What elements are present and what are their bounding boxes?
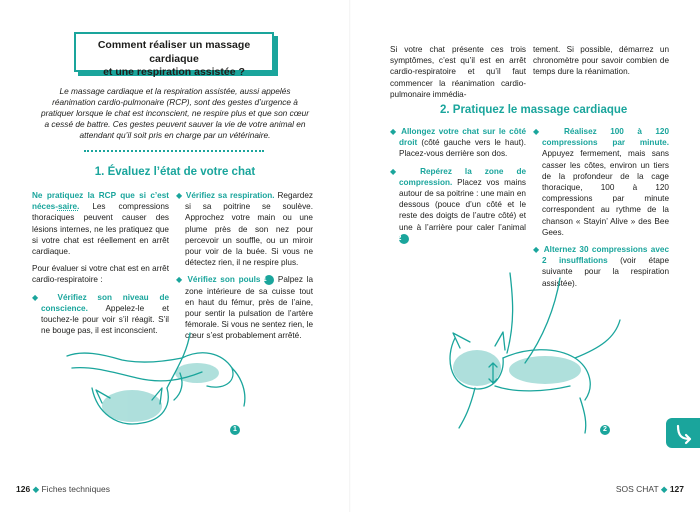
- diamond-bullet-icon: ◆: [32, 292, 58, 302]
- bullet-zone-text: Placez vos mains autour de sa poitrine : une main en dessous (pouce d’un côté et le reste des doigts de l’autre côté) et une à l’arrière pour caler l’animal: [399, 177, 526, 232]
- bullet-pulse-text: Palpez la zone intérieure de sa cuisse tout en haut du fémur, près de l’aine, pour sentir la pulsation de l’artère fémorale. Si vous ne sentez rien, le cœur s’est probablement arrêté.: [185, 275, 314, 341]
- cat-belly: [495, 386, 570, 391]
- diamond-bullet-icon: ◆: [533, 245, 544, 255]
- bullet-consciousness-text: Appelez-le et touchez-le pour voir s’il réagit. S’il ne bouge pas, il est inconscient.: [41, 303, 169, 336]
- bullet-alternate-title: Alternez 30 compressions avec 2 insufflations: [542, 245, 669, 266]
- bullet-position-title: Allongez votre chat sur le côté droit: [399, 127, 527, 148]
- footer-page-number-right: 127: [669, 484, 684, 494]
- title-line-1: Comment réaliser un massage cardiaque: [97, 39, 251, 65]
- right-column-1-top: Si votre chat présente ces trois symptômes, c’est qu’il est en arrêt cardio-respiratoire et qu’il faut commencer la réanimation cardio-pulmonaire immédia-: [390, 45, 526, 99]
- turn-arrow-icon: [666, 418, 700, 448]
- bullet-compressions: [533, 126, 669, 238]
- figure-1-number: 1: [230, 425, 240, 435]
- diamond-bullet-icon: ◆: [32, 484, 40, 494]
- intro-text: Le massage cardiaque et la respiration assistée, aussi appelés réanimation cardio-pulmonaire (RCP), sont des gestes d’urgence à pratiquer lorsque le chat est inconscient, ne respire plus et que son cœur a cessé de battre. Ces gestes peuvent sauver la vie de votre animal en attendant qu’il soit pris en charge par un vétérinaire.: [41, 86, 309, 140]
- cat-pulse-illustration: [62, 328, 252, 440]
- bullet-zone: [390, 166, 526, 244]
- cat-face-fill: [453, 350, 501, 386]
- human-arm-1: [507, 273, 513, 353]
- right-column-1: [390, 126, 526, 250]
- bullet-breathing-title: Vérifiez sa respiration.: [185, 191, 275, 200]
- bullet-position-text: (côté gauche vers le haut). Placez-vous derrière son dos.: [399, 138, 526, 159]
- section-2-title: 2. Pratiquez le massage cardiaque: [440, 104, 628, 116]
- diamond-bullet-icon: ◆: [390, 127, 402, 136]
- footer-section: Fiches techniques: [41, 484, 110, 494]
- bullet-breathing: [176, 190, 313, 268]
- warn-accent: saire.: [57, 202, 80, 212]
- next-page-tab[interactable]: [666, 418, 700, 448]
- title-box: [74, 32, 274, 78]
- bullet-zone-title: Repérez la zone de compression.: [399, 166, 526, 187]
- evaluate-text: Pour évaluer si votre chat est en arrêt cardio-respiratoire :: [32, 264, 169, 285]
- bullet-alternate-text: (voir étape suivante pour la respiration assistée).: [542, 256, 670, 288]
- cat-hind-leg: [580, 398, 586, 433]
- bullet-pulse-title: Vérifiez son pouls: [187, 275, 261, 285]
- left-column-2: [176, 190, 313, 348]
- diamond-bullet-icon: ◆: [660, 484, 668, 494]
- bullet-position: [390, 126, 526, 160]
- diamond-bullet-icon: ◆: [533, 127, 564, 136]
- cat-body-fill: [175, 363, 219, 383]
- cat-body-fill: [509, 356, 581, 384]
- cat-front-leg: [459, 388, 475, 428]
- cat-leg-line: [67, 353, 182, 362]
- cat-ears: [453, 332, 505, 350]
- footer-left: [16, 484, 110, 495]
- right-column-2-top: tement. Si possible, démarrez un chronomètre pour savoir combien de temps dure la réanimation.: [533, 45, 669, 77]
- cat-face-fill: [102, 390, 162, 422]
- dotted-divider: [84, 150, 264, 152]
- cat-tail: [232, 368, 245, 406]
- rcp-warning: [32, 190, 169, 257]
- bullet-breathing-text: Regardez si sa poitrine se soulève. Approchez votre main ou une plume près de son nez pour percevoir un souffle, ou un miroir pour voir de la buée. Si vous ne détectez rien, il ne respire plus.: [185, 191, 313, 268]
- footer-right: [616, 484, 684, 495]
- figure-2-number: 2: [600, 425, 610, 435]
- footer-book-title: SOS CHAT: [615, 484, 659, 494]
- diamond-bullet-icon: ◆: [390, 166, 421, 176]
- bullet-consciousness-title: Vérifiez son niveau de conscience.: [41, 292, 169, 313]
- warn-rest: Les compressions thoraciques peuvent causer des lésions internes, ne les pratiquez que si votre chat est réellement en arrêt cardiaque.: [32, 202, 169, 257]
- footer-page-number: 126: [16, 484, 31, 494]
- cat-compression-illustration: [415, 268, 625, 440]
- figure-ref-2: 2: [399, 234, 409, 244]
- bullet-compressions-title: Réalisez 100 à 120 compressions par minute.: [542, 127, 669, 148]
- diamond-bullet-icon: ◆: [176, 191, 186, 200]
- figure-ref-1: 1: [264, 275, 274, 285]
- cat-tail: [575, 320, 620, 358]
- title-line-2: et une respiration assistée ?: [103, 66, 245, 78]
- left-column-1: [32, 190, 169, 342]
- bullet-compressions-text: Appuyez fermement, mais sans casser les côtes, environ un tiers de la profondeur de la cage thoracique, 100 à 120 compressions par minute correspondent au rythme de la chanson « Stayin’ Alive » des Bee Gees.: [542, 149, 669, 237]
- warn-prefix: Ne pratiquez la RCP que si c’est néces-: [32, 191, 169, 212]
- section-1-title: 1. Évaluez l’état de votre chat: [94, 166, 256, 178]
- diamond-bullet-icon: ◆: [176, 275, 188, 285]
